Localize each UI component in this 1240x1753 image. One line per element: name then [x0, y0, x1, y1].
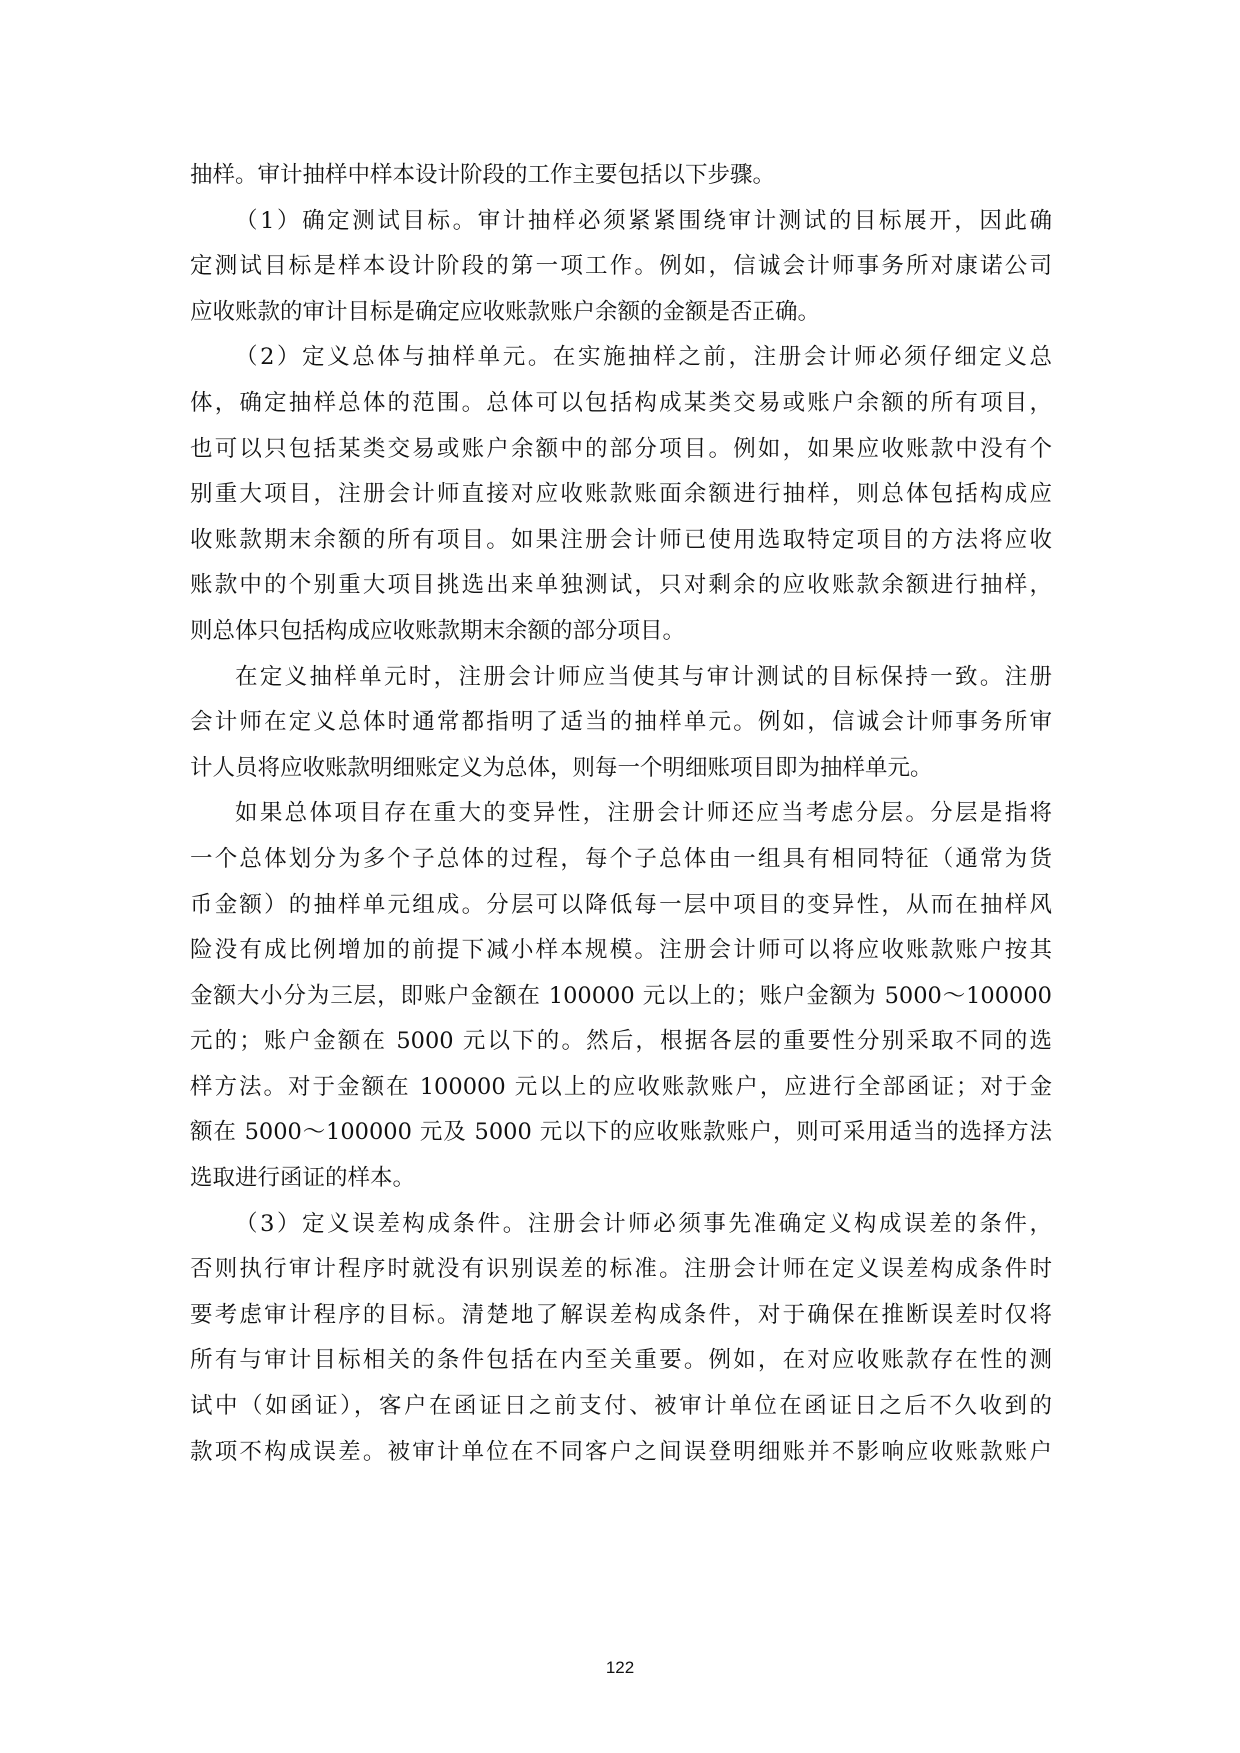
text-line: 款项不构成误差。被审计单位在不同客户之间误登明细账并不影响应收账款账户	[190, 1438, 1052, 1465]
text-line: 否则执行审计程序时就没有识别误差的标准。注册会计师在定义误差构成条件时	[190, 1256, 1052, 1283]
text-line: 计人员将应收账款明细账定义为总体，则每一个明细账项目即为抽样单元。	[190, 754, 933, 781]
text-line: 险没有成比例增加的前提下减小样本规模。注册会计师可以将应收账款账户按其	[190, 937, 1052, 964]
text-line: 定测试目标是样本设计阶段的第一项工作。例如，信诚会计师事务所对康诺公司	[190, 253, 1052, 280]
text-line: 样方法。对于金额在 100000 元以上的应收账款账户，应进行全部函证；对于金	[190, 1073, 1052, 1100]
text-line: 金额大小分为三层，即账户金额在 100000 元以上的；账户金额为 5000～100000	[190, 982, 1052, 1009]
text-line: 则总体只包括构成应收账款期末余额的部分项目。	[190, 617, 686, 644]
text-line: 一个总体划分为多个子总体的过程，每个子总体由一组具有相同特征（通常为货	[190, 845, 1052, 872]
text-line: 额在 5000～100000 元及 5000 元以下的应收账款账户，则可采用适当的选择方法	[190, 1119, 1052, 1146]
body-text	[190, 153, 1052, 1475]
text-line: 应收账款的审计目标是确定应收账款账户余额的金额是否正确。	[190, 298, 821, 325]
text-line: （1）确定测试目标。审计抽样必须紧紧围绕审计测试的目标展开，因此确	[235, 207, 1052, 234]
text-line: 会计师在定义总体时通常都指明了适当的抽样单元。例如，信诚会计师事务所审	[190, 709, 1052, 736]
page-number: 122	[605, 1658, 635, 1677]
text-line: 别重大项目，注册会计师直接对应收账款账面余额进行抽样，则总体包括构成应	[190, 481, 1052, 508]
text-line: 币金额）的抽样单元组成。分层可以降低每一层中项目的变异性，从而在抽样风	[190, 891, 1052, 918]
text-line: 收账款期末余额的所有项目。如果注册会计师已使用选取特定项目的方法将应收	[190, 526, 1052, 553]
text-line: 要考虑审计程序的目标。清楚地了解误差构成条件，对于确保在推断误差时仅将	[190, 1301, 1052, 1328]
text-line: （2）定义总体与抽样单元。在实施抽样之前，注册会计师必须仔细定义总	[235, 344, 1052, 371]
text-line: 抽样。审计抽样中样本设计阶段的工作主要包括以下步骤。	[190, 162, 776, 188]
text-line: 选取进行函证的样本。	[190, 1165, 416, 1192]
text-line: 账款中的个别重大项目挑选出来单独测试，只对剩余的应收账款余额进行抽样，	[190, 572, 1052, 599]
text-line: 试中（如函证），客户在函证日之前支付、被审计单位在函证日之后不久收到的	[190, 1393, 1052, 1420]
text-line: （3）定义误差构成条件。注册会计师必须事先准确定义构成误差的条件，	[235, 1210, 1052, 1237]
text-line: 所有与审计目标相关的条件包括在内至关重要。例如，在对应收账款存在性的测	[190, 1347, 1052, 1374]
text-line: 元的；账户金额在 5000 元以下的。然后，根据各层的重要性分别采取不同的选	[190, 1028, 1052, 1055]
text-line: 如果总体项目存在重大的变异性，注册会计师还应当考虑分层。分层是指将	[235, 800, 1052, 827]
text-line: 也可以只包括某类交易或账户余额中的部分项目。例如，如果应收账款中没有个	[190, 435, 1052, 462]
text-line: 在定义抽样单元时，注册会计师应当使其与审计测试的目标保持一致。注册	[235, 663, 1052, 690]
text-line: 体，确定抽样总体的范围。总体可以包括构成某类交易或账户余额的所有项目，	[190, 389, 1052, 416]
